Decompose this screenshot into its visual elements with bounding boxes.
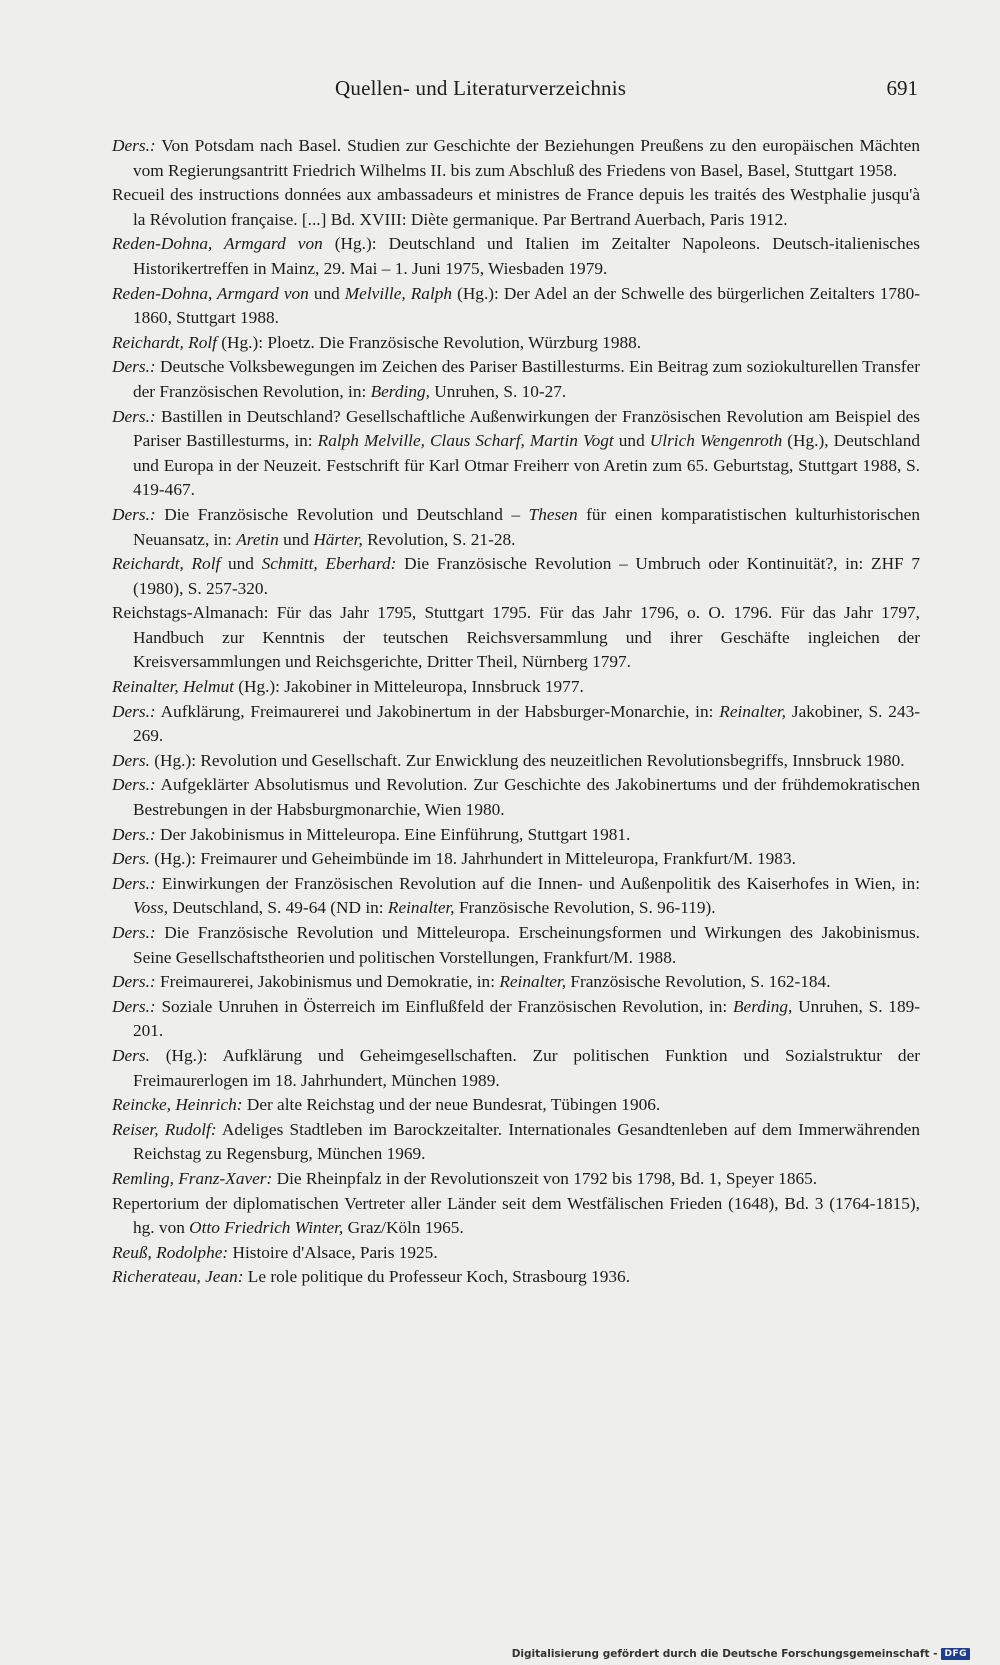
- entry-author-italic: Schmitt, Eberhard:: [261, 554, 397, 574]
- entry-text: (Hg.), Deutschland und Europa in der Neuzeit. Festschrift für Karl Otmar Freiherr von Aretin zum 65. Geburtstag, Stuttgart 1988, S. 419-467.: [133, 431, 921, 500]
- entry-author-italic: Ders.:: [112, 406, 156, 426]
- entry-author-italic: Melville, Ralph: [344, 283, 453, 303]
- bibliography-entry: [112, 1192, 920, 1241]
- bibliography-entry: [112, 552, 920, 601]
- entry-text: (Hg.): Jakobiner in Mitteleuropa, Innsbruck 1977.: [233, 677, 584, 697]
- entry-author-italic: Ders.:: [112, 996, 156, 1016]
- entry-author-italic: Reichardt, Rolf: [112, 332, 217, 352]
- entry-author-italic: Ralph Melville, Claus Scharf, Martin Vogt: [317, 431, 614, 451]
- bibliography-entry: [112, 134, 920, 183]
- page-number: 691: [886, 76, 918, 100]
- bibliography-entry: [112, 921, 920, 970]
- entry-author-italic: Ders.:: [112, 136, 156, 155]
- entry-text: Die Französische Revolution und Deutschland –: [155, 504, 529, 524]
- bibliography-entry: [112, 601, 920, 675]
- entry-text: Deutschland, S. 49-64 (ND in:: [168, 898, 388, 918]
- entry-text: Die Französische Revolution und Mitteleuropa. Erscheinungsformen und Wirkungen des Jakobinismus. Seine Gesellschaftstheorien und politischen Vorstellungen, Frankfurt/M. 1988.: [133, 923, 920, 967]
- entry-author-italic: Reiser, Rudolf:: [112, 1119, 217, 1139]
- entry-text: Graz/Köln 1965.: [343, 1218, 464, 1238]
- bibliography-entry: [112, 282, 920, 331]
- bibliography-entry: [112, 1265, 920, 1290]
- entry-author-italic: Reden-Dohna, Armgard von: [112, 283, 309, 303]
- bibliography-entry: [112, 1118, 920, 1167]
- entry-text: Der alte Reichstag und der neue Bundesrat, Tübingen 1906.: [242, 1095, 661, 1115]
- entry-author-italic: Ders.:: [112, 775, 156, 795]
- bibliography-list: [112, 134, 920, 1290]
- entry-text: Recueil des instructions données aux ambassadeurs et ministres de France depuis les traités des Westphalie jusqu'à la Révolution française. [...] Bd. XVIII: Diète germanique. Par Bertrand Auerbach, Paris 1912.: [112, 185, 920, 229]
- entry-author-italic: Berding,: [732, 996, 793, 1016]
- entry-author-italic: Härter,: [313, 529, 363, 549]
- footer: [512, 1648, 970, 1660]
- entry-text: und: [278, 529, 314, 549]
- bibliography-entry: [112, 700, 920, 749]
- bibliography-entry: [112, 503, 920, 552]
- bibliography-entry: [112, 847, 920, 872]
- bibliography-entry: [112, 823, 920, 848]
- entry-author-italic: Berding,: [370, 381, 430, 401]
- entry-text: (Hg.): Revolution und Gesellschaft. Zur Enwicklung des neuzeitlichen Revolutionsbegriffs, Innsbruck 1980.: [149, 750, 905, 770]
- bibliography-entry: [112, 405, 920, 503]
- entry-text: und: [220, 554, 262, 574]
- bibliography-entry: [112, 183, 920, 232]
- entry-author-italic: Ders.:: [112, 873, 156, 893]
- bibliography-entry: [112, 970, 920, 995]
- bibliography-entry: [112, 355, 920, 404]
- bibliography-entry: [112, 995, 920, 1044]
- entry-text: Revolution, S. 21-28.: [362, 529, 516, 549]
- entry-text: Französische Revolution, S. 96-119).: [454, 898, 716, 918]
- entry-text: Unruhen, S. 189-201.: [133, 996, 920, 1041]
- entry-author-italic: Reincke, Heinrich:: [112, 1095, 243, 1115]
- dfg-logo: DFG: [941, 1648, 970, 1660]
- bibliography-entry: [112, 232, 920, 281]
- entry-text: Deutsche Volksbewegungen im Zeichen des Pariser Bastillesturms. Ein Beitrag zum soziokulturellen Transfer der Französischen Revolution, in:: [133, 357, 920, 401]
- entry-text: Jakobiner, S. 243-269.: [133, 701, 920, 746]
- entry-text: Französische Revolution, S. 162-184.: [566, 972, 831, 992]
- bibliography-entry: [112, 749, 920, 774]
- entry-author-italic: Ders.:: [112, 972, 156, 992]
- entry-author-italic: Reinalter,: [387, 898, 455, 918]
- entry-author-italic: Voss,: [133, 898, 169, 918]
- entry-text: Bastillen in Deutschland? Gesellschaftliche Außenwirkungen der Französischen Revolution am Beispiel des Pariser Bastillesturms, in:: [133, 406, 920, 451]
- entry-author-italic: Reuß, Rodolphe:: [112, 1242, 229, 1262]
- entry-text: (Hg.): Aufklärung und Geheimgesellschaften. Zur politischen Funktion und Sozialstruktur der Freimaurerlogen im 18. Jahrhundert, München 1989.: [133, 1045, 920, 1090]
- bibliography-entry: [112, 773, 920, 822]
- bibliography-entry: [112, 1167, 920, 1192]
- bibliography-entry: [112, 1093, 920, 1118]
- entry-text: und: [308, 283, 345, 303]
- entry-text: und: [613, 431, 650, 451]
- bibliography-entry: [112, 675, 920, 700]
- entry-author-italic: Thesen: [528, 504, 578, 524]
- entry-text: Le role politique du Professeur Koch, Strasbourg 1936.: [243, 1267, 631, 1287]
- entry-author-italic: Reinalter,: [719, 701, 786, 721]
- entry-author-italic: Aretin: [236, 529, 279, 549]
- entry-text: (Hg.): Der Adel an der Schwelle des bürgerlichen Zeitalters 1780-1860, Stuttgart 1988.: [133, 283, 921, 328]
- entry-author-italic: Ders.: [112, 849, 150, 869]
- entry-author-italic: Otto Friedrich Winter,: [189, 1218, 344, 1238]
- entry-author-italic: Reinalter,: [499, 972, 567, 992]
- entry-text: Einwirkungen der Französischen Revolution auf die Innen- und Außenpolitik des Kaiserhofes in Wien, in:: [155, 873, 920, 893]
- entry-text: Soziale Unruhen in Österreich im Einflußfeld der Französischen Revolution, in:: [155, 996, 733, 1016]
- entry-author-italic: Ders.:: [112, 504, 156, 524]
- entry-author-italic: Ulrich Wengenroth: [649, 431, 783, 451]
- entry-author-italic: Ders.:: [112, 923, 156, 942]
- entry-text: (Hg.): Ploetz. Die Französische Revolution, Würzburg 1988.: [216, 332, 642, 352]
- entry-author-italic: Ders.:: [112, 701, 156, 721]
- entry-text: Freimaurerei, Jakobinismus und Demokratie, in:: [155, 972, 500, 992]
- entry-author-italic: Remling, Franz-Xaver:: [112, 1168, 273, 1188]
- bibliography-entry: [112, 872, 920, 921]
- bibliography-entry: [112, 1241, 920, 1266]
- entry-text: Repertorium der diplomatischen Vertreter aller Länder seit dem Westfälischen Frieden (1648), Bd. 3 (1764-1815), hg. von: [112, 1193, 920, 1238]
- entry-author-italic: Reden-Dohna, Armgard von: [112, 234, 323, 254]
- entry-author-italic: Ders.:: [112, 824, 156, 844]
- page-header: [0, 76, 1000, 106]
- entry-author-italic: Ders.: [112, 1045, 150, 1065]
- entry-text: Histoire d'Alsace, Paris 1925.: [228, 1242, 438, 1262]
- bibliography-entry: [112, 1044, 920, 1093]
- entry-author-italic: Richerateau, Jean:: [112, 1267, 244, 1287]
- entry-text: Adeliges Stadtleben im Barockzeitalter. Internationales Gesandtenleben auf dem Immerwährenden Reichstag zu Regensburg, München 1969.: [133, 1119, 920, 1164]
- entry-author-italic: Ders.:: [112, 357, 156, 377]
- entry-text: für einen komparatistischen kulturhistorischen Neuansatz, in:: [133, 504, 920, 549]
- entry-text: Die Französische Revolution – Umbruch oder Kontinuität?, in: ZHF 7 (1980), S. 257-320.: [133, 554, 920, 598]
- entry-text: Der Jakobinismus in Mitteleuropa. Eine Einführung, Stuttgart 1981.: [155, 824, 631, 844]
- entry-text: Aufklärung, Freimaurerei und Jakobinertum in der Habsburger-Monarchie, in:: [155, 701, 720, 721]
- entry-text: Unruhen, S. 10-27.: [429, 381, 567, 401]
- entry-text: (Hg.): Freimaurer und Geheimbünde im 18. Jahrhundert in Mitteleuropa, Frankfurt/M. 1983.: [149, 849, 796, 869]
- entry-text: Von Potsdam nach Basel. Studien zur Geschichte der Beziehungen Preußens zu den europäischen Mächten vom Regierungsantritt Friedrich Wilhelms II. bis zum Abschluß des Friedens von Basel, Basel, Stuttgart 1958.: [133, 136, 920, 180]
- entry-author-italic: Ders.: [112, 750, 150, 770]
- entry-author-italic: Reinalter, Helmut: [112, 677, 234, 697]
- entry-text: Reichstags-Almanach: Für das Jahr 1795, Stuttgart 1795. Für das Jahr 1796, o. O. 1796. Für das Jahr 1797, Handbuch zur Kenntnis der teutschen Reichsversammlung und ihrer Geschäfte ingleichen der Kreisversammlungen und Reichsgerichte, Dritter Theil, Nürnberg 1797.: [112, 603, 920, 672]
- running-title: Quellen- und Literaturverzeichnis: [335, 76, 627, 100]
- entry-text: (Hg.): Deutschland und Italien im Zeitalter Napoleons. Deutsch-italienisches Historikertreffen in Mainz, 29. Mai – 1. Juni 1975, Wiesbaden 1979.: [133, 234, 920, 278]
- entry-text: Aufgeklärter Absolutismus und Revolution. Zur Geschichte des Jakobinertums und der frühdemokratischen Bestrebungen in der Habsburgmonarchie, Wien 1980.: [133, 775, 920, 820]
- entry-author-italic: Reichardt, Rolf: [112, 554, 221, 574]
- entry-text: Die Rheinpfalz in der Revolutionszeit von 1792 bis 1798, Bd. 1, Speyer 1865.: [272, 1168, 818, 1188]
- footer-credit: Digitalisierung gefördert durch die Deutsche Forschungsgemeinschaft -: [511, 1648, 938, 1660]
- bibliography-entry: [112, 331, 920, 356]
